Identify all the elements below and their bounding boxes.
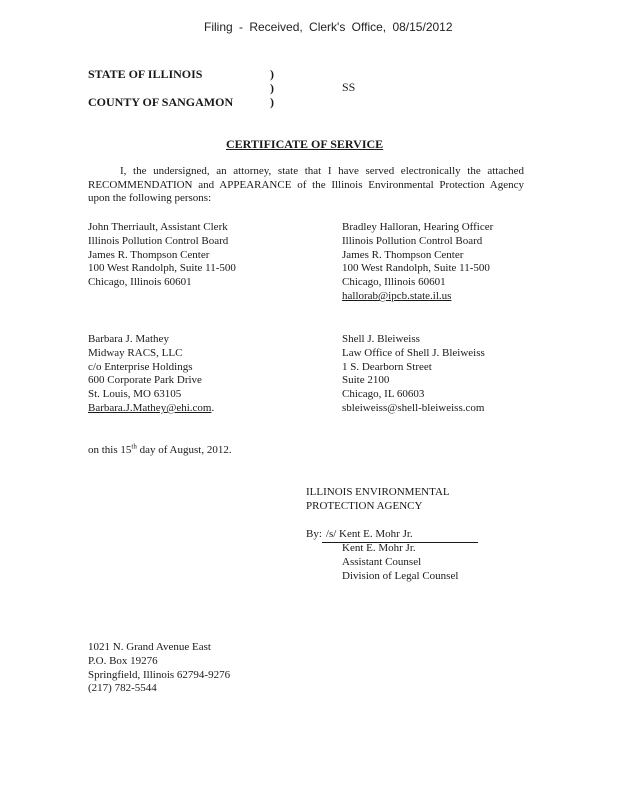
service-statement: I, the undersigned, an attorney, state that I have served electronically the attached RECOMMENDATION and APPEARANCE of the Illinois Environmental Protection Agency upon the following persons: [88,165,524,204]
recipient-block-mathey [88,333,214,416]
recipient-line: James R. Thompson Center [342,248,464,261]
ss-label: SS [342,80,356,94]
email-link-mathey[interactable]: Barbara.J.Mathey@ehi.com [88,401,212,414]
recipient-line: 1 S. Dearborn Street [342,360,432,373]
recipient-line: c/o Enterprise Holdings [88,360,193,373]
recipient-line: John Therriault, Assistant Clerk [88,221,228,233]
recipient-block-clerk [88,221,236,290]
recipient-line: Bradley Halloran, Hearing Officer [342,221,494,233]
recipient-line: Law Office of Shell J. Bleiweiss [342,346,485,359]
recipient-line: Suite 2100 [342,374,390,387]
recipient-line: Barbara J. Mathey [88,333,169,345]
recipient-line: Illinois Pollution Control Board [88,234,229,247]
signatory-details [342,542,458,583]
caption-bracket: ) [270,67,274,81]
recipient-line: Shell J. Bleiweiss [342,333,420,345]
signatory-role: Assistant Counsel [342,555,422,568]
date-rest: day of August, 2012. [139,444,232,456]
agency-line: ILLINOIS ENVIRONMENTAL [306,486,450,498]
email-link-halloran[interactable]: hallorab@ipcb.state.il.us [342,289,452,302]
filing-stamp: Filing - Received, Clerk's Office, 08/15/2012 [204,20,453,34]
state-label: STATE OF ILLINOIS [88,67,203,81]
recipient-line: Chicago, IL 60603 [342,388,425,401]
agency-address [88,641,230,696]
recipient-block-hearing-officer [342,221,493,304]
recipient-line: Chicago, Illinois 60601 [342,276,446,289]
recipient-line: Illinois Pollution Control Board [342,234,483,247]
signature-line [306,528,478,543]
by-label: By: [306,528,322,540]
recipient-line: James R. Thompson Center [88,248,210,261]
recipient-line: Midway RACS, LLC [88,346,183,359]
recipient-line: Chicago, Illinois 60601 [88,276,192,289]
address-line: P.O. Box 19276 [88,654,158,667]
recipient-line: St. Louis, MO 63105 [88,388,182,401]
email-trailing-period: . [211,401,215,414]
electronic-signature: /s/ Kent E. Mohr Jr. [322,528,478,543]
caption-bracket: ) [270,81,274,95]
recipient-email: sbleiweiss@shell-bleiweiss.com [342,401,485,414]
recipient-line: 600 Corporate Park Drive [88,374,202,387]
caption-bracket: ) [270,95,274,109]
date-day: 15 [120,444,132,456]
agency-name [306,486,450,514]
county-label: COUNTY OF SANGAMON [88,95,234,109]
address-line: 1021 N. Grand Avenue East [88,641,211,653]
recipient-line: 100 West Randolph, Suite 11-500 [342,262,490,275]
signatory-name: Kent E. Mohr Jr. [342,542,416,554]
address-line: Springfield, Illinois 62794-9276 [88,668,231,681]
date-prefix: on this [88,444,118,456]
recipient-block-bleiweiss [342,333,485,416]
address-line: (217) 782-5544 [88,682,157,695]
certificate-title: CERTIFICATE OF SERVICE [226,137,384,151]
recipient-line: 100 West Randolph, Suite 11-500 [88,262,236,275]
date-day-suffix: th [131,442,137,451]
agency-line: PROTECTION AGENCY [306,499,423,512]
signatory-division: Division of Legal Counsel [342,569,459,582]
date-line [88,444,232,458]
